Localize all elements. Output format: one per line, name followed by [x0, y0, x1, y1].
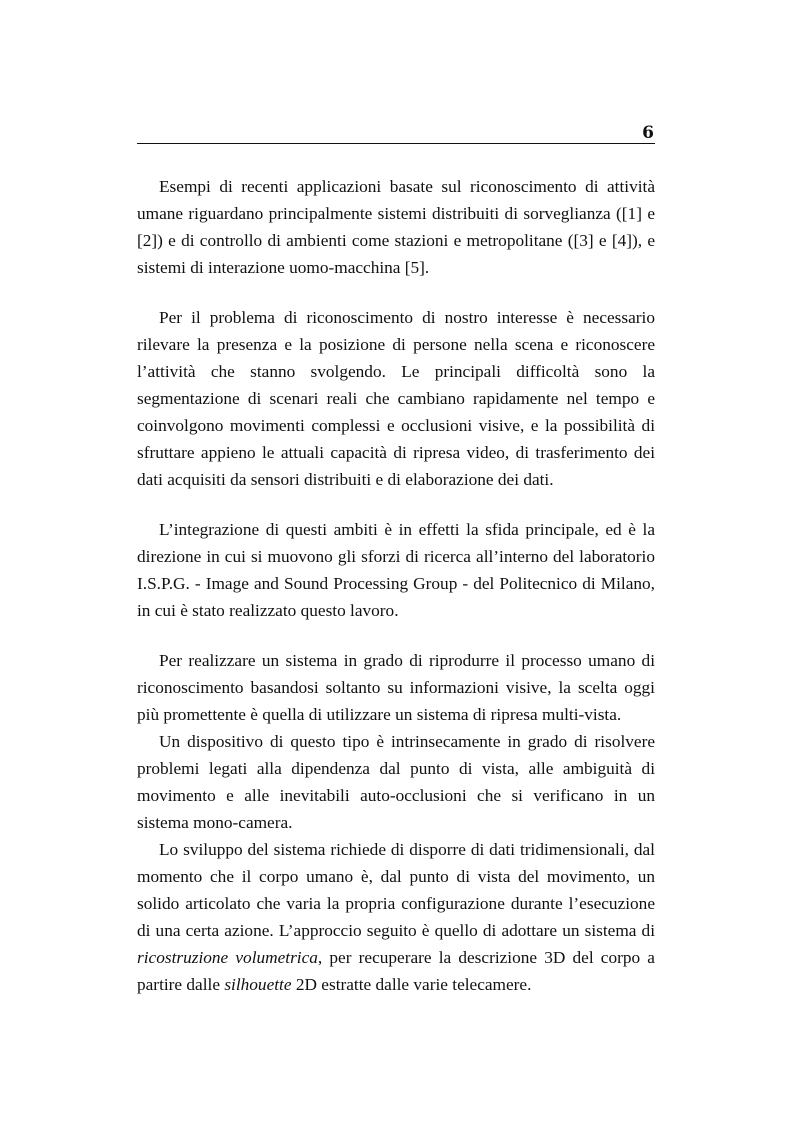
header-rule [137, 143, 655, 144]
paragraph: Esempi di recenti applicazioni basate sul riconoscimento di attività umane riguardano principalmente sistemi distribuiti di sorveglianza ([1] e [2]) e di controllo di ambienti come stazioni e metropolitane ([3] e [4]), e sistemi di interazione uomo-macchina [5]. [137, 177, 655, 277]
paragraph-text: Lo sviluppo del sistema richiede di disporre di dati tridimensionali, dal momento che il corpo umano è, dal punto di vista del movimento, un solido articolato che varia la propria configurazione durante l’esecuzione di una certa azione. L’approccio seguito è quello di adottare un sistema di [137, 840, 655, 940]
paragraph-text: 2D estratte dalle varie telecamere. [291, 975, 532, 994]
paragraph [137, 836, 655, 998]
paragraph: Per il problema di riconoscimento di nostro interesse è necessario rilevare la presenza e la posizione di persone nella scena e riconoscere l’attività che stanno svolgendo. Le principali difficoltà sono la segmentazione di scenari reali che cambiano rapidamente nel tempo e coinvolgono movimenti complessi e occlusioni visive, e la possibilità di sfruttare appieno le attuali capacità di ripresa video, di trasferimento dei dati acquisiti da sensori distribuiti e di elaborazione dei dati. [137, 308, 655, 489]
page-number: 6 [642, 123, 654, 143]
paragraph: L’integrazione di questi ambiti è in effetti la sfida principale, ed è la direzione in cui si muovono gli sforzi di ricerca all’interno del laboratorio I.S.P.G. - Image and Sound Processing Group - del Politecnico di Milano, in cui è stato realizzato questo lavoro. [137, 520, 655, 620]
body-text [137, 173, 655, 998]
emphasis-term: silhouette [224, 975, 292, 994]
paragraph: Per realizzare un sistema in grado di riprodurre il processo umano di riconoscimento basandosi soltanto su informazioni visive, la scelta oggi più promettente è quella di utilizzare un sistema di ripresa multi-vista. [137, 651, 655, 724]
paragraph-text: , per recuperare la descrizione 3D del corpo a partire dalle [137, 948, 655, 994]
emphasis-term: ricostruzione volumetrica [137, 948, 318, 967]
paragraph: Un dispositivo di questo tipo è intrinsecamente in grado di risolvere problemi legati alla dipendenza dal punto di vista, alle ambiguità di movimento e alle inevitabili auto-occlusioni che si verificano in un sistema mono-camera. [137, 732, 655, 832]
